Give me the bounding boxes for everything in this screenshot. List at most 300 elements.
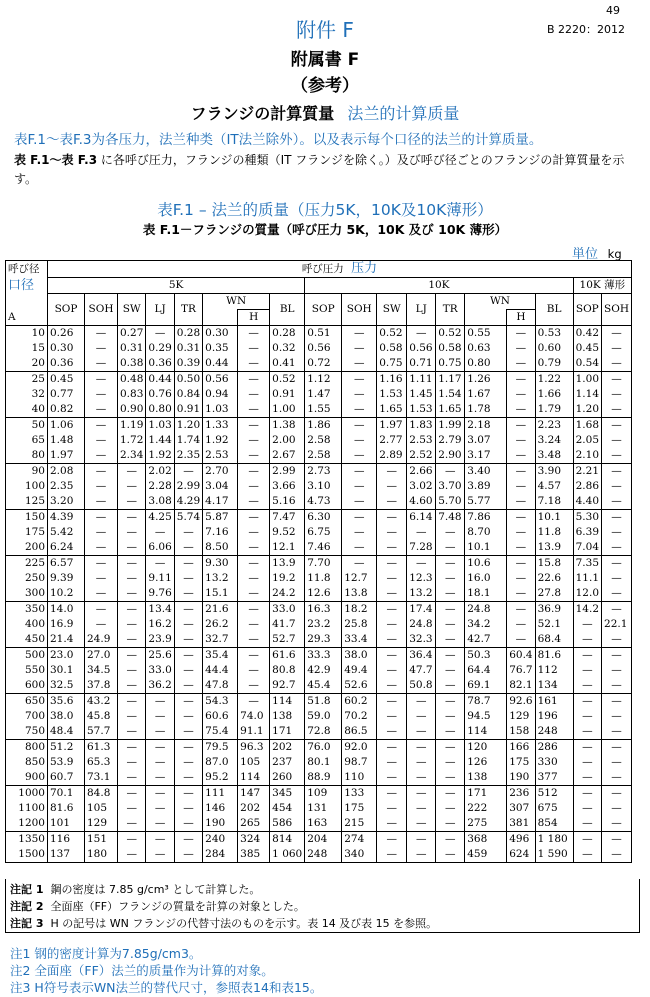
value-cell: 74.0: [238, 709, 270, 724]
header-pressure-cn: 压力: [351, 261, 378, 276]
value-cell: —: [118, 663, 146, 678]
value-cell: —: [436, 755, 465, 770]
value-cell: 36.2: [146, 678, 174, 694]
value-cell: 1.20: [174, 418, 202, 434]
value-cell: 138: [270, 709, 305, 724]
value-cell: —: [118, 770, 146, 786]
value-cell: —: [573, 770, 601, 786]
value-cell: 4.40: [573, 494, 601, 510]
value-cell: 2.23: [535, 418, 573, 434]
value-cell: 3.66: [270, 479, 305, 494]
value-cell: 0.51: [305, 326, 342, 342]
value-cell: 11.8: [535, 525, 573, 540]
value-cell: 151: [85, 832, 118, 848]
value-cell: 129: [507, 709, 535, 724]
value-cell: 2.53: [407, 433, 436, 448]
value-cell: 7.46: [305, 540, 342, 556]
value-cell: —: [602, 448, 632, 464]
size-cell: 1000: [6, 786, 48, 802]
value-cell: 6.06: [146, 540, 174, 556]
value-cell: 496: [507, 832, 535, 848]
value-cell: 5.70: [436, 494, 465, 510]
value-cell: —: [602, 832, 632, 848]
value-cell: 82.1: [507, 678, 535, 694]
col-10k-tr: TR: [436, 294, 465, 326]
value-cell: 1.74: [174, 433, 202, 448]
value-cell: 59.0: [305, 709, 342, 724]
value-cell: 131: [305, 801, 342, 816]
header-size-a: A: [6, 310, 48, 326]
value-cell: 1.92: [203, 433, 238, 448]
value-cell: —: [238, 678, 270, 694]
value-cell: 92.7: [270, 678, 305, 694]
value-cell: —: [507, 602, 535, 618]
value-cell: 7.18: [535, 494, 573, 510]
value-cell: 38.0: [48, 709, 85, 724]
value-cell: —: [573, 617, 601, 632]
value-cell: —: [436, 632, 465, 648]
value-cell: —: [238, 448, 270, 464]
value-cell: —: [377, 678, 407, 694]
value-cell: —: [602, 418, 632, 434]
value-cell: 27.8: [535, 586, 573, 602]
value-cell: —: [342, 356, 377, 372]
value-cell: 3.48: [535, 448, 573, 464]
intro-table-ref: 表 F.1～表 F.3: [14, 153, 98, 167]
value-cell: 0.30: [48, 341, 85, 356]
value-cell: —: [118, 755, 146, 770]
value-cell: 7.16: [203, 525, 238, 540]
value-cell: —: [85, 372, 118, 388]
table-row: [6, 372, 632, 388]
value-cell: —: [238, 617, 270, 632]
value-cell: 33.3: [305, 648, 342, 664]
value-cell: 0.91: [270, 387, 305, 402]
table-row: [6, 816, 632, 832]
value-cell: —: [174, 525, 202, 540]
value-cell: 87.0: [203, 755, 238, 770]
value-cell: 134: [535, 678, 573, 694]
value-cell: —: [436, 525, 465, 540]
header-pressure-jp: 呼び圧力: [301, 263, 344, 275]
table-row: [6, 694, 632, 710]
value-cell: 1.78: [465, 402, 507, 418]
value-cell: 0.28: [174, 326, 202, 342]
value-cell: 60.2: [342, 694, 377, 710]
value-cell: 0.84: [174, 387, 202, 402]
value-cell: 30.1: [48, 663, 85, 678]
value-cell: 52.1: [535, 617, 573, 632]
note-jp-3-label: 注記 3: [10, 917, 44, 930]
value-cell: —: [507, 433, 535, 448]
value-cell: —: [174, 602, 202, 618]
value-cell: 3.07: [465, 433, 507, 448]
value-cell: 7.86: [465, 510, 507, 526]
value-cell: 120: [465, 740, 507, 756]
value-cell: —: [602, 740, 632, 756]
value-cell: 2.53: [203, 448, 238, 464]
value-cell: 381: [507, 816, 535, 832]
value-cell: —: [573, 724, 601, 740]
value-cell: —: [602, 510, 632, 526]
value-cell: —: [146, 709, 174, 724]
value-cell: —: [602, 356, 632, 372]
value-cell: 16.3: [305, 602, 342, 618]
value-cell: —: [602, 341, 632, 356]
value-cell: 35.4: [203, 648, 238, 664]
value-cell: 385: [238, 847, 270, 863]
value-cell: 1.17: [436, 372, 465, 388]
value-cell: —: [602, 326, 632, 342]
value-cell: —: [238, 510, 270, 526]
note-jp-1-label: 注記 1: [10, 883, 44, 896]
size-cell: 1500: [6, 847, 48, 863]
table-row: [6, 832, 632, 848]
value-cell: 2.58: [305, 448, 342, 464]
table-row: [6, 648, 632, 664]
value-cell: 4.60: [407, 494, 436, 510]
value-cell: 44.4: [203, 663, 238, 678]
value-cell: 1.33: [203, 418, 238, 434]
value-cell: 2.52: [407, 448, 436, 464]
value-cell: 43.2: [85, 694, 118, 710]
table-row: [6, 740, 632, 756]
value-cell: 175: [507, 755, 535, 770]
value-cell: —: [238, 663, 270, 678]
value-cell: —: [118, 602, 146, 618]
col-5k-lj: LJ: [146, 294, 174, 326]
table-row: [6, 418, 632, 434]
value-cell: 98.7: [342, 755, 377, 770]
value-cell: —: [238, 571, 270, 586]
annex-title-jp: フランジの計算質量: [190, 104, 335, 123]
value-cell: 1 060: [270, 847, 305, 863]
value-cell: —: [602, 602, 632, 618]
value-cell: 61.3: [85, 740, 118, 756]
value-cell: 0.36: [146, 356, 174, 372]
value-cell: —: [85, 510, 118, 526]
document-number: B 2220：2012: [547, 23, 626, 36]
value-cell: 340: [342, 847, 377, 863]
value-cell: 126: [465, 755, 507, 770]
value-cell: —: [377, 510, 407, 526]
value-cell: —: [602, 571, 632, 586]
value-cell: 18.2: [342, 602, 377, 618]
value-cell: 190: [203, 816, 238, 832]
value-cell: —: [602, 648, 632, 664]
value-cell: —: [238, 402, 270, 418]
value-cell: —: [238, 464, 270, 480]
value-cell: —: [146, 816, 174, 832]
value-cell: 624: [507, 847, 535, 863]
value-cell: 7.04: [573, 540, 601, 556]
size-cell: 175: [6, 525, 48, 540]
value-cell: —: [174, 801, 202, 816]
table-row: [6, 847, 632, 863]
value-cell: 202: [270, 740, 305, 756]
value-cell: —: [174, 586, 202, 602]
value-cell: 215: [342, 816, 377, 832]
value-cell: —: [118, 801, 146, 816]
page-number: 49: [606, 4, 620, 17]
value-cell: 105: [238, 755, 270, 770]
value-cell: 0.58: [377, 341, 407, 356]
value-cell: 78.7: [465, 694, 507, 710]
value-cell: 0.90: [118, 402, 146, 418]
value-cell: —: [507, 525, 535, 540]
value-cell: —: [436, 617, 465, 632]
value-cell: 0.53: [535, 326, 573, 342]
value-cell: 36.9: [535, 602, 573, 618]
value-cell: —: [377, 494, 407, 510]
value-cell: —: [507, 571, 535, 586]
col-10k-lj: LJ: [407, 294, 436, 326]
value-cell: 94.5: [465, 709, 507, 724]
value-cell: —: [602, 678, 632, 694]
value-cell: 42.7: [465, 632, 507, 648]
value-cell: 47.8: [203, 678, 238, 694]
value-cell: —: [377, 724, 407, 740]
value-cell: 377: [535, 770, 573, 786]
value-cell: 57.7: [85, 724, 118, 740]
value-cell: 0.72: [305, 356, 342, 372]
size-cell: 250: [6, 571, 48, 586]
value-cell: —: [85, 479, 118, 494]
value-cell: 75.4: [203, 724, 238, 740]
value-cell: 2.28: [146, 479, 174, 494]
value-cell: 1 590: [535, 847, 573, 863]
value-cell: 26.2: [203, 617, 238, 632]
value-cell: —: [377, 816, 407, 832]
note-cn-3: 注3 H符号表示WN法兰的替代尺寸，参照表14和表15。: [10, 980, 323, 995]
value-cell: —: [342, 418, 377, 434]
col-5k-wn: WN: [203, 294, 270, 310]
value-cell: 0.58: [436, 341, 465, 356]
value-cell: 0.38: [118, 356, 146, 372]
value-cell: —: [146, 556, 174, 572]
value-cell: 1.97: [377, 418, 407, 434]
value-cell: —: [342, 433, 377, 448]
value-cell: —: [602, 755, 632, 770]
value-cell: 84.8: [85, 786, 118, 802]
annex-label-jp: 附属書 F: [290, 50, 360, 70]
col-5k-soh: SOH: [85, 294, 118, 326]
value-cell: 13.2: [203, 571, 238, 586]
value-cell: 0.80: [146, 402, 174, 418]
value-cell: —: [407, 816, 436, 832]
value-cell: 9.52: [270, 525, 305, 540]
value-cell: 0.56: [203, 372, 238, 388]
value-cell: 6.24: [48, 540, 85, 556]
header-nominal-size: 呼び径: [6, 261, 48, 278]
size-cell: 600: [6, 678, 48, 694]
value-cell: —: [377, 525, 407, 540]
header-row-2: [6, 278, 632, 294]
value-cell: 11.8: [305, 571, 342, 586]
size-cell: 850: [6, 755, 48, 770]
col-5k-sop: SOP: [48, 294, 85, 326]
value-cell: 2.90: [436, 448, 465, 464]
value-cell: 202: [238, 801, 270, 816]
value-cell: 4.57: [535, 479, 573, 494]
value-cell: 158: [507, 724, 535, 740]
value-cell: 459: [465, 847, 507, 863]
value-cell: 22.6: [535, 571, 573, 586]
value-cell: 49.4: [342, 663, 377, 678]
value-cell: —: [407, 786, 436, 802]
value-cell: 1.92: [146, 448, 174, 464]
value-cell: —: [377, 740, 407, 756]
value-cell: —: [238, 694, 270, 710]
value-cell: 25.8: [342, 617, 377, 632]
value-cell: 9.39: [48, 571, 85, 586]
value-cell: —: [85, 586, 118, 602]
note-jp-3-text: H の記号は WN フランジの代替寸法のものを示す。表 14 及び表 15 を参照。: [50, 917, 438, 930]
value-cell: —: [507, 356, 535, 372]
value-cell: 68.4: [535, 632, 573, 648]
value-cell: 9.76: [146, 586, 174, 602]
value-cell: —: [85, 418, 118, 434]
value-cell: —: [238, 648, 270, 664]
value-cell: 286: [535, 740, 573, 756]
value-cell: 248: [305, 847, 342, 863]
value-cell: 18.1: [465, 586, 507, 602]
value-cell: —: [238, 372, 270, 388]
value-cell: 3.10: [305, 479, 342, 494]
value-cell: —: [118, 786, 146, 802]
value-cell: —: [174, 709, 202, 724]
value-cell: 284: [203, 847, 238, 863]
value-cell: —: [118, 709, 146, 724]
size-cell: 900: [6, 770, 48, 786]
value-cell: 13.8: [342, 586, 377, 602]
value-cell: —: [85, 326, 118, 342]
value-cell: —: [602, 632, 632, 648]
value-cell: 0.32: [270, 341, 305, 356]
value-cell: 0.30: [203, 326, 238, 342]
value-cell: —: [407, 801, 436, 816]
value-cell: —: [342, 479, 377, 494]
table-caption-jp: 表 F.1－フランジの質量（呼び圧力 5K，10K 及び 10K 薄形）: [142, 222, 508, 237]
size-cell: 650: [6, 694, 48, 710]
value-cell: 60.6: [203, 709, 238, 724]
value-cell: 0.52: [377, 326, 407, 342]
table-row: [6, 724, 632, 740]
col-10k-bl: BL: [535, 294, 573, 326]
note-jp-2-text: 全面座（FF）フランジの質量を計算の対象とした。: [50, 900, 305, 913]
value-cell: 1.68: [573, 418, 601, 434]
value-cell: —: [507, 632, 535, 648]
value-cell: —: [436, 586, 465, 602]
value-cell: —: [342, 510, 377, 526]
value-cell: —: [238, 586, 270, 602]
value-cell: —: [602, 556, 632, 572]
value-cell: 1.54: [436, 387, 465, 402]
value-cell: 3.17: [465, 448, 507, 464]
col-5k-bl: BL: [270, 294, 305, 326]
value-cell: 1.11: [407, 372, 436, 388]
value-cell: 4.39: [48, 510, 85, 526]
value-cell: 1.97: [48, 448, 85, 464]
value-cell: 15.8: [535, 556, 573, 572]
size-cell: 1200: [6, 816, 48, 832]
value-cell: 1.14: [573, 387, 601, 402]
value-cell: —: [407, 755, 436, 770]
value-cell: 24.2: [270, 586, 305, 602]
value-cell: 0.31: [174, 341, 202, 356]
value-cell: 24.8: [407, 617, 436, 632]
value-cell: —: [174, 540, 202, 556]
value-cell: 60.7: [48, 770, 85, 786]
value-cell: 854: [535, 816, 573, 832]
table-row: [6, 540, 632, 556]
value-cell: 0.31: [118, 341, 146, 356]
value-cell: —: [174, 724, 202, 740]
intro-text-jp: [14, 151, 644, 189]
value-cell: 1.45: [407, 387, 436, 402]
value-cell: —: [602, 724, 632, 740]
value-cell: 345: [270, 786, 305, 802]
value-cell: 330: [535, 755, 573, 770]
value-cell: 7.35: [573, 556, 601, 572]
value-cell: 37.8: [85, 678, 118, 694]
value-cell: 95.2: [203, 770, 238, 786]
value-cell: 96.3: [238, 740, 270, 756]
value-cell: 2.70: [203, 464, 238, 480]
size-cell: 1350: [6, 832, 48, 848]
value-cell: 1.99: [436, 418, 465, 434]
value-cell: —: [507, 494, 535, 510]
size-cell: 10: [6, 326, 48, 342]
value-cell: —: [436, 648, 465, 664]
value-cell: 0.29: [146, 341, 174, 356]
value-cell: 32.7: [203, 632, 238, 648]
table-row: [6, 663, 632, 678]
value-cell: 3.24: [535, 433, 573, 448]
value-cell: 454: [270, 801, 305, 816]
value-cell: 1.53: [377, 387, 407, 402]
value-cell: 0.77: [48, 387, 85, 402]
value-cell: 114: [465, 724, 507, 740]
value-cell: 236: [507, 786, 535, 802]
value-cell: 0.79: [535, 356, 573, 372]
value-cell: 105: [85, 801, 118, 816]
value-cell: —: [573, 755, 601, 770]
value-cell: 24.9: [85, 632, 118, 648]
value-cell: 60.4: [507, 648, 535, 664]
value-cell: 25.6: [146, 648, 174, 664]
value-cell: —: [174, 740, 202, 756]
size-cell: 90: [6, 464, 48, 480]
value-cell: —: [507, 464, 535, 480]
value-cell: 51.2: [48, 740, 85, 756]
value-cell: —: [377, 586, 407, 602]
size-cell: 15: [6, 341, 48, 356]
value-cell: 275: [465, 816, 507, 832]
value-cell: 1.19: [118, 418, 146, 434]
value-cell: —: [602, 387, 632, 402]
value-cell: 8.70: [465, 525, 507, 540]
table-row: [6, 786, 632, 802]
value-cell: 110: [342, 770, 377, 786]
header-row-3: [6, 294, 632, 310]
value-cell: —: [602, 694, 632, 710]
value-cell: 2.73: [305, 464, 342, 480]
value-cell: 0.44: [203, 356, 238, 372]
value-cell: 41.7: [270, 617, 305, 632]
value-cell: 0.42: [573, 326, 601, 342]
value-cell: 24.8: [465, 602, 507, 618]
